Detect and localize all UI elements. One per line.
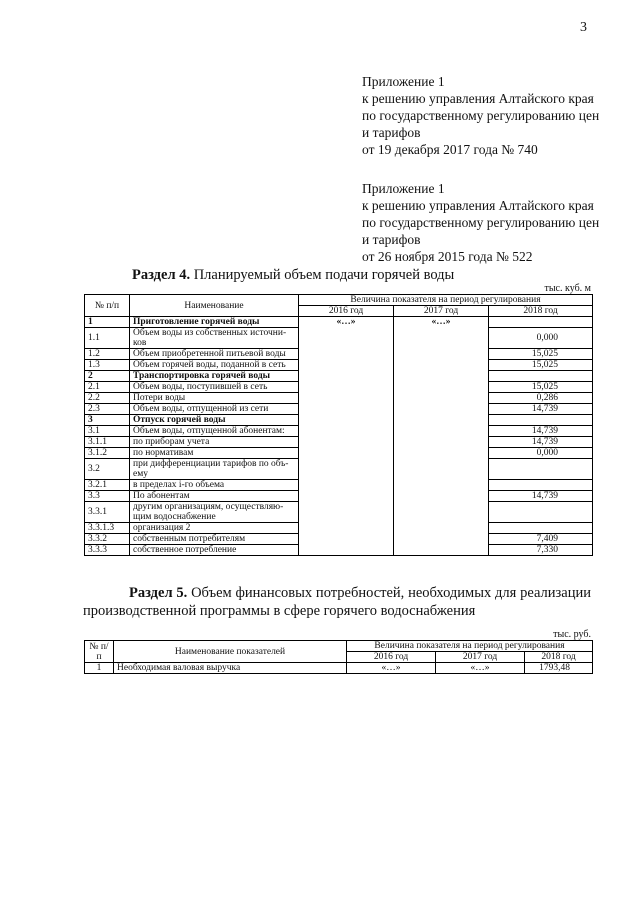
row-value-2018: 15,025 — [489, 360, 593, 371]
col-header-2018: 2018 год — [525, 652, 593, 663]
row-num: 1.3 — [85, 360, 130, 371]
value-2016-placeholder: «…» — [299, 317, 394, 556]
row-value-2018: 14,739 — [489, 404, 593, 415]
row-num: 3.1.1 — [85, 437, 130, 448]
col-header-num: № п/п — [85, 295, 130, 317]
section4-label: Раздел 4. — [132, 267, 191, 283]
col-header-num: № п/п — [85, 641, 114, 663]
row-name: Объем воды, поступившей в сеть — [130, 382, 299, 393]
table-row — [85, 663, 593, 674]
value-2017-placeholder: «…» — [394, 317, 489, 556]
row-name: по нормативам — [130, 448, 299, 459]
row-name: в пределах i-го объема — [130, 480, 299, 491]
section4-title-text: Планируемый объем подачи горячей воды — [190, 267, 455, 283]
col-header-2018: 2018 год — [489, 306, 593, 317]
row-num: 2.3 — [85, 404, 130, 415]
appendix-line: по государственному регулированию цен — [362, 215, 600, 230]
row-value-2018 — [489, 317, 593, 328]
appendix-line: и тарифов — [362, 125, 421, 140]
row-num: 1 — [85, 663, 114, 674]
row-name: собственным потребителям — [130, 534, 299, 545]
row-value-2018 — [489, 459, 593, 480]
appendix-line: по государственному регулированию цен — [362, 108, 600, 123]
col-header-value: Величина показателя на период регулирования — [347, 641, 593, 652]
col-header-name: Наименование показателей — [114, 641, 347, 663]
row-value-2018: 14,739 — [489, 437, 593, 448]
section5-units: тыс. руб. — [553, 629, 591, 640]
row-value-2018: 15,025 — [489, 349, 593, 360]
row-name: Объем приобретенной питьевой воды — [130, 349, 299, 360]
row-name: Объем воды, отпущенной абонентам: — [130, 426, 299, 437]
hot-water-volume-table — [84, 294, 593, 556]
col-header-2016: 2016 год — [347, 652, 436, 663]
row-value-2018: 15,025 — [489, 382, 593, 393]
col-header-value: Величина показателя на период регулирования — [299, 295, 593, 306]
appendix-line: к решению управления Алтайского края — [362, 91, 594, 106]
appendix-line: от 19 декабря 2017 года № 740 — [362, 142, 538, 157]
row-num: 3.3.1.3 — [85, 523, 130, 534]
appendix-line: Приложение 1 — [362, 74, 445, 89]
row-num: 3 — [85, 415, 130, 426]
appendix-line: от 26 ноября 2015 года № 522 — [362, 249, 533, 264]
section4-title — [132, 266, 454, 284]
row-num: 1.2 — [85, 349, 130, 360]
row-value-2018: 0,286 — [489, 393, 593, 404]
row-value-2018 — [489, 415, 593, 426]
appendix-line: и тарифов — [362, 232, 421, 247]
row-name: Потери воды — [130, 393, 299, 404]
row-value-2016: «…» — [347, 663, 436, 674]
row-value-2018 — [489, 480, 593, 491]
row-name: По абонентам — [130, 491, 299, 502]
row-name: Необходимая валовая выручка — [114, 663, 347, 674]
row-value-2018 — [489, 523, 593, 534]
section5-label: Раздел 5. — [129, 585, 188, 601]
row-num: 1 — [85, 317, 130, 328]
row-name: Транспортировка горячей воды — [130, 371, 299, 382]
row-name: Отпуск горячей воды — [130, 415, 299, 426]
appendix-header-current — [362, 73, 612, 158]
row-num: 3.3 — [85, 491, 130, 502]
row-name: Объем горячей воды, поданной в сеть — [130, 360, 299, 371]
page-number: 3 — [580, 20, 587, 35]
row-name: при дифференциации тарифов по объ-ему — [130, 459, 299, 480]
col-header-2016: 2016 год — [299, 306, 394, 317]
financial-needs-table — [84, 640, 593, 674]
col-header-2017: 2017 год — [394, 306, 489, 317]
row-value-2018: 7,330 — [489, 545, 593, 556]
appendix-header-original — [362, 180, 612, 265]
row-num: 3.1.2 — [85, 448, 130, 459]
row-num: 3.2 — [85, 459, 130, 480]
section4-units: тыс. куб. м — [544, 283, 591, 294]
col-header-name: Наименование — [130, 295, 299, 317]
row-value-2018: 0,000 — [489, 328, 593, 349]
row-name: Объем воды, отпущенной из сети — [130, 404, 299, 415]
row-value-2018: 7,409 — [489, 534, 593, 545]
row-value-2018: 0,000 — [489, 448, 593, 459]
row-num: 3.3.1 — [85, 502, 130, 523]
table-row — [85, 317, 593, 328]
row-name: по приборам учета — [130, 437, 299, 448]
row-name: организация 2 — [130, 523, 299, 534]
row-name: Приготовление горячей воды — [130, 317, 299, 328]
row-num: 2.1 — [85, 382, 130, 393]
row-name: другим организациям, осуществляю-щим водоснабжение — [130, 502, 299, 523]
row-num: 3.2.1 — [85, 480, 130, 491]
row-num: 3.3.3 — [85, 545, 130, 556]
row-name: собственное потребление — [130, 545, 299, 556]
row-value-2018 — [489, 371, 593, 382]
section5-title-text: Объем финансовых потребностей, необходимых для реализации производственной программы в сфере горячего водоснабжения — [83, 585, 591, 619]
row-name: Объем воды из собственных источни-ков — [130, 328, 299, 349]
row-num: 3.1 — [85, 426, 130, 437]
row-value-2018: 1793,48 — [525, 663, 593, 674]
row-value-2018 — [489, 502, 593, 523]
row-value-2018: 14,739 — [489, 426, 593, 437]
row-num: 2.2 — [85, 393, 130, 404]
row-num: 2 — [85, 371, 130, 382]
row-value-2018: 14,739 — [489, 491, 593, 502]
col-header-2017: 2017 год — [436, 652, 525, 663]
row-num: 1.1 — [85, 328, 130, 349]
appendix-line: к решению управления Алтайского края — [362, 198, 594, 213]
row-num: 3.3.2 — [85, 534, 130, 545]
section5-title — [83, 584, 591, 620]
row-value-2017: «…» — [436, 663, 525, 674]
appendix-line: Приложение 1 — [362, 181, 445, 196]
